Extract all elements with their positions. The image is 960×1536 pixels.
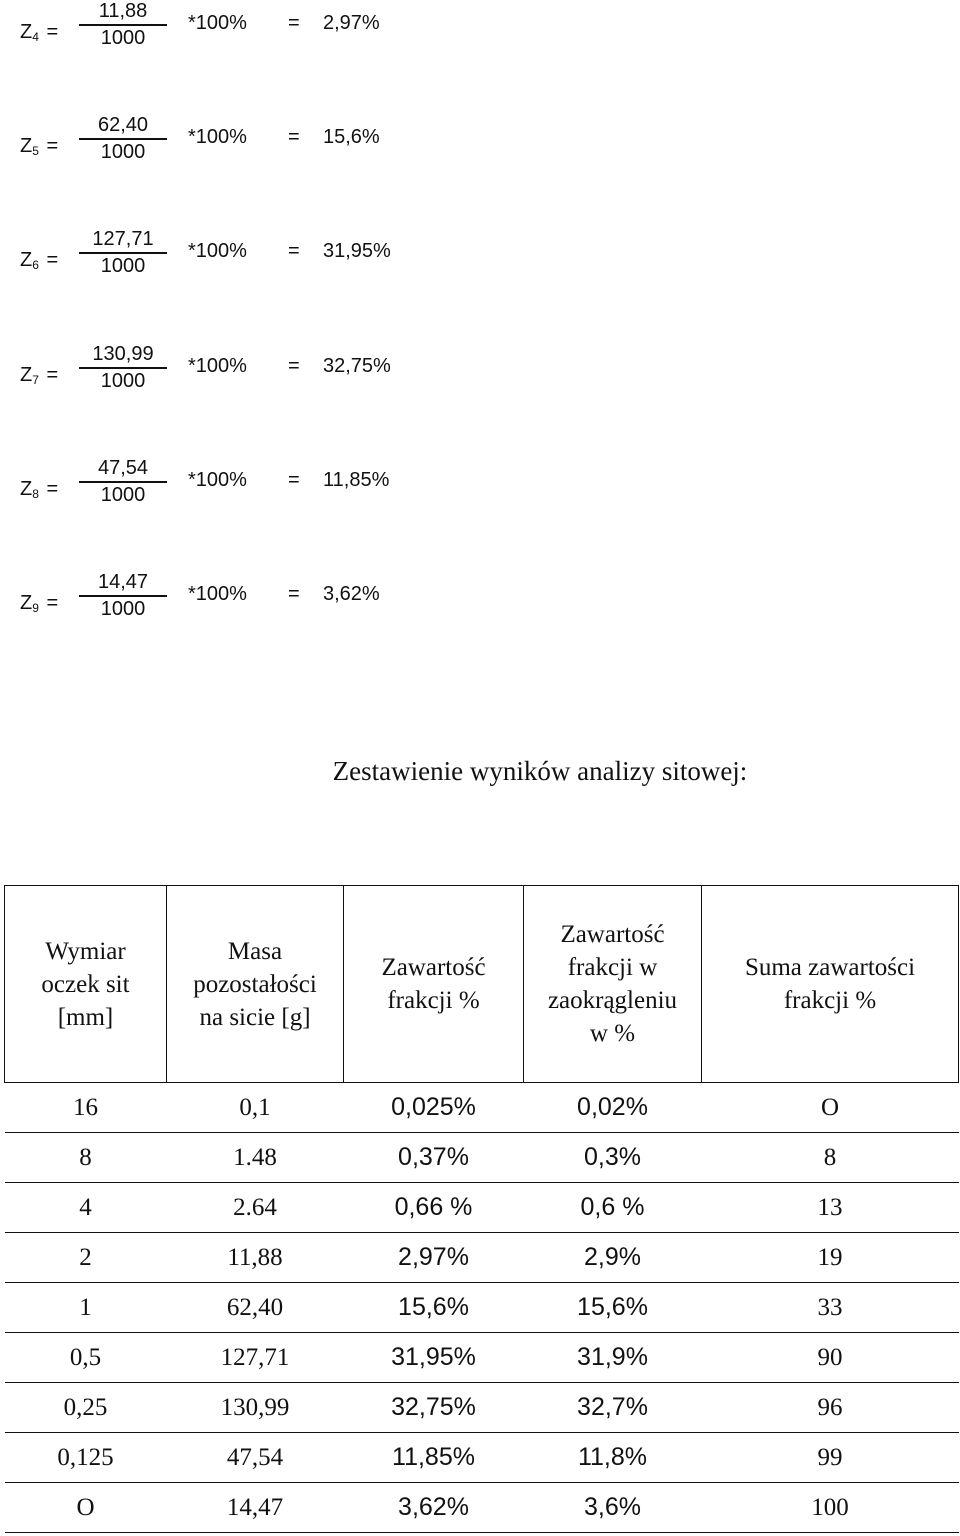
table-row [5, 1333, 959, 1383]
formula-variable: $Z_5$ = [20, 135, 59, 158]
header-fraction-content-rounded: Zawartość frakcji w zaokrągleniu w % [524, 886, 702, 1083]
table-header-row [5, 886, 959, 1083]
formula-multiplier: *100% [188, 12, 247, 34]
table-row [5, 1233, 959, 1283]
formula-multiplier: *100% [188, 355, 247, 377]
formula-multiplier: *100% [188, 469, 247, 491]
header-sieve-mesh-size: Wymiar oczek sit [mm] [5, 886, 167, 1083]
formula-numerator: 130,99 [92, 343, 154, 365]
cell-mesh-size: 4 [5, 1183, 167, 1233]
cell-fraction: 0,025% [344, 1083, 524, 1133]
cell-mass: 62,40 [167, 1283, 344, 1333]
formula-variable: $Z_7$ = [20, 364, 59, 387]
cell-fraction-rounded: 31,9% [524, 1333, 702, 1383]
cell-mass: 11,88 [167, 1233, 344, 1283]
formula-numerator: 14,47 [97, 571, 149, 593]
cell-mass: 130,99 [167, 1383, 344, 1433]
header-residue-mass: Masa pozostałości na sicie [g] [167, 886, 344, 1083]
fraction-bar [79, 481, 167, 483]
cell-mass: 14,47 [167, 1483, 344, 1533]
cell-mass: 1.48 [167, 1133, 344, 1183]
formula-result: 32,75% [323, 355, 391, 377]
formula-result: 2,97% [323, 12, 380, 34]
cell-cumulative: O [702, 1083, 959, 1133]
formula-result: 15,6% [323, 126, 380, 148]
cell-fraction: 31,95% [344, 1333, 524, 1383]
fraction-bar [79, 252, 167, 254]
cell-fraction: 32,75% [344, 1383, 524, 1433]
fraction-bar [79, 595, 167, 597]
cell-cumulative: 13 [702, 1183, 959, 1233]
formula-equals: = [288, 583, 300, 605]
formula-denominator: 1000 [100, 370, 146, 392]
formula-numerator: 127,71 [92, 228, 154, 250]
cell-mesh-size: 2 [5, 1233, 167, 1283]
cell-cumulative: 100 [702, 1483, 959, 1533]
formula-result: 11,85% [323, 469, 390, 491]
formula-numerator: 47,54 [97, 457, 149, 479]
cell-cumulative: 33 [702, 1283, 959, 1333]
formula-z7 [0, 343, 420, 413]
cell-fraction-rounded: 3,6% [524, 1483, 702, 1533]
sieve-analysis-table [4, 885, 959, 1533]
table-row [5, 1283, 959, 1333]
formula-multiplier: *100% [188, 583, 247, 605]
formula-equals: = [288, 355, 300, 377]
cell-mass: 2.64 [167, 1183, 344, 1233]
cell-mesh-size: O [5, 1483, 167, 1533]
cell-mesh-size: 1 [5, 1283, 167, 1333]
formula-denominator: 1000 [100, 255, 146, 277]
table-row [5, 1433, 959, 1483]
formula-z9 [0, 571, 420, 641]
cell-fraction: 2,97% [344, 1233, 524, 1283]
cell-cumulative: 8 [702, 1133, 959, 1183]
cell-mass: 127,71 [167, 1333, 344, 1383]
fraction-bar [79, 367, 167, 369]
formula-numerator: 62,40 [97, 114, 149, 136]
cell-fraction-rounded: 0,3% [524, 1133, 702, 1183]
cell-fraction: 0,66 % [344, 1183, 524, 1233]
table-row [5, 1083, 959, 1133]
table-row [5, 1183, 959, 1233]
formula-denominator: 1000 [100, 27, 146, 49]
formula-equals: = [288, 469, 300, 491]
formula-z6 [0, 228, 420, 298]
cell-cumulative: 19 [702, 1233, 959, 1283]
fraction-bar [79, 24, 167, 26]
formula-denominator: 1000 [100, 141, 146, 163]
cell-mesh-size: 0,25 [5, 1383, 167, 1433]
formula-equals: = [288, 126, 300, 148]
header-fraction-content: Zawartość frakcji % [344, 886, 524, 1083]
cell-mass: 47,54 [167, 1433, 344, 1483]
formula-variable: $Z_9$ = [20, 592, 59, 615]
formula-multiplier: *100% [188, 126, 247, 148]
formula-variable: $Z_4$ = [20, 21, 59, 44]
cell-fraction-rounded: 0,02% [524, 1083, 702, 1133]
cell-mass: 0,1 [167, 1083, 344, 1133]
formula-multiplier: *100% [188, 240, 247, 262]
cell-fraction-rounded: 32,7% [524, 1383, 702, 1433]
formula-denominator: 1000 [100, 484, 146, 506]
formula-z4 [0, 0, 420, 70]
formula-z8 [0, 457, 420, 527]
cell-fraction: 15,6% [344, 1283, 524, 1333]
fraction-bar [79, 138, 167, 140]
header-cumulative-content: Suma zawartości frakcji % [702, 886, 959, 1083]
formula-equals: = [288, 12, 300, 34]
formula-z5 [0, 114, 420, 184]
cell-fraction: 11,85% [344, 1433, 524, 1483]
cell-mesh-size: 8 [5, 1133, 167, 1183]
cell-fraction: 0,37% [344, 1133, 524, 1183]
cell-cumulative: 96 [702, 1383, 959, 1433]
cell-fraction-rounded: 11,8% [524, 1433, 702, 1483]
formula-variable: $Z_8$ = [20, 478, 59, 501]
formula-result: 3,62% [323, 583, 380, 605]
formula-numerator: 11,88 [98, 0, 148, 22]
formula-result: 31,95% [323, 240, 391, 262]
table-row [5, 1133, 959, 1183]
cell-mesh-size: 0,5 [5, 1333, 167, 1383]
summary-title: Zestawienie wyników analizy sitowej: [332, 756, 748, 786]
cell-fraction-rounded: 0,6 % [524, 1183, 702, 1233]
formula-variable: $Z_6$ = [20, 249, 59, 272]
cell-cumulative: 99 [702, 1433, 959, 1483]
cell-fraction: 3,62% [344, 1483, 524, 1533]
cell-mesh-size: 0,125 [5, 1433, 167, 1483]
cell-cumulative: 90 [702, 1333, 959, 1383]
table-row [5, 1383, 959, 1433]
formula-denominator: 1000 [100, 598, 146, 620]
cell-fraction-rounded: 2,9% [524, 1233, 702, 1283]
cell-mesh-size: 16 [5, 1083, 167, 1133]
table-row [5, 1483, 959, 1533]
formula-equals: = [288, 240, 300, 262]
cell-fraction-rounded: 15,6% [524, 1283, 702, 1333]
